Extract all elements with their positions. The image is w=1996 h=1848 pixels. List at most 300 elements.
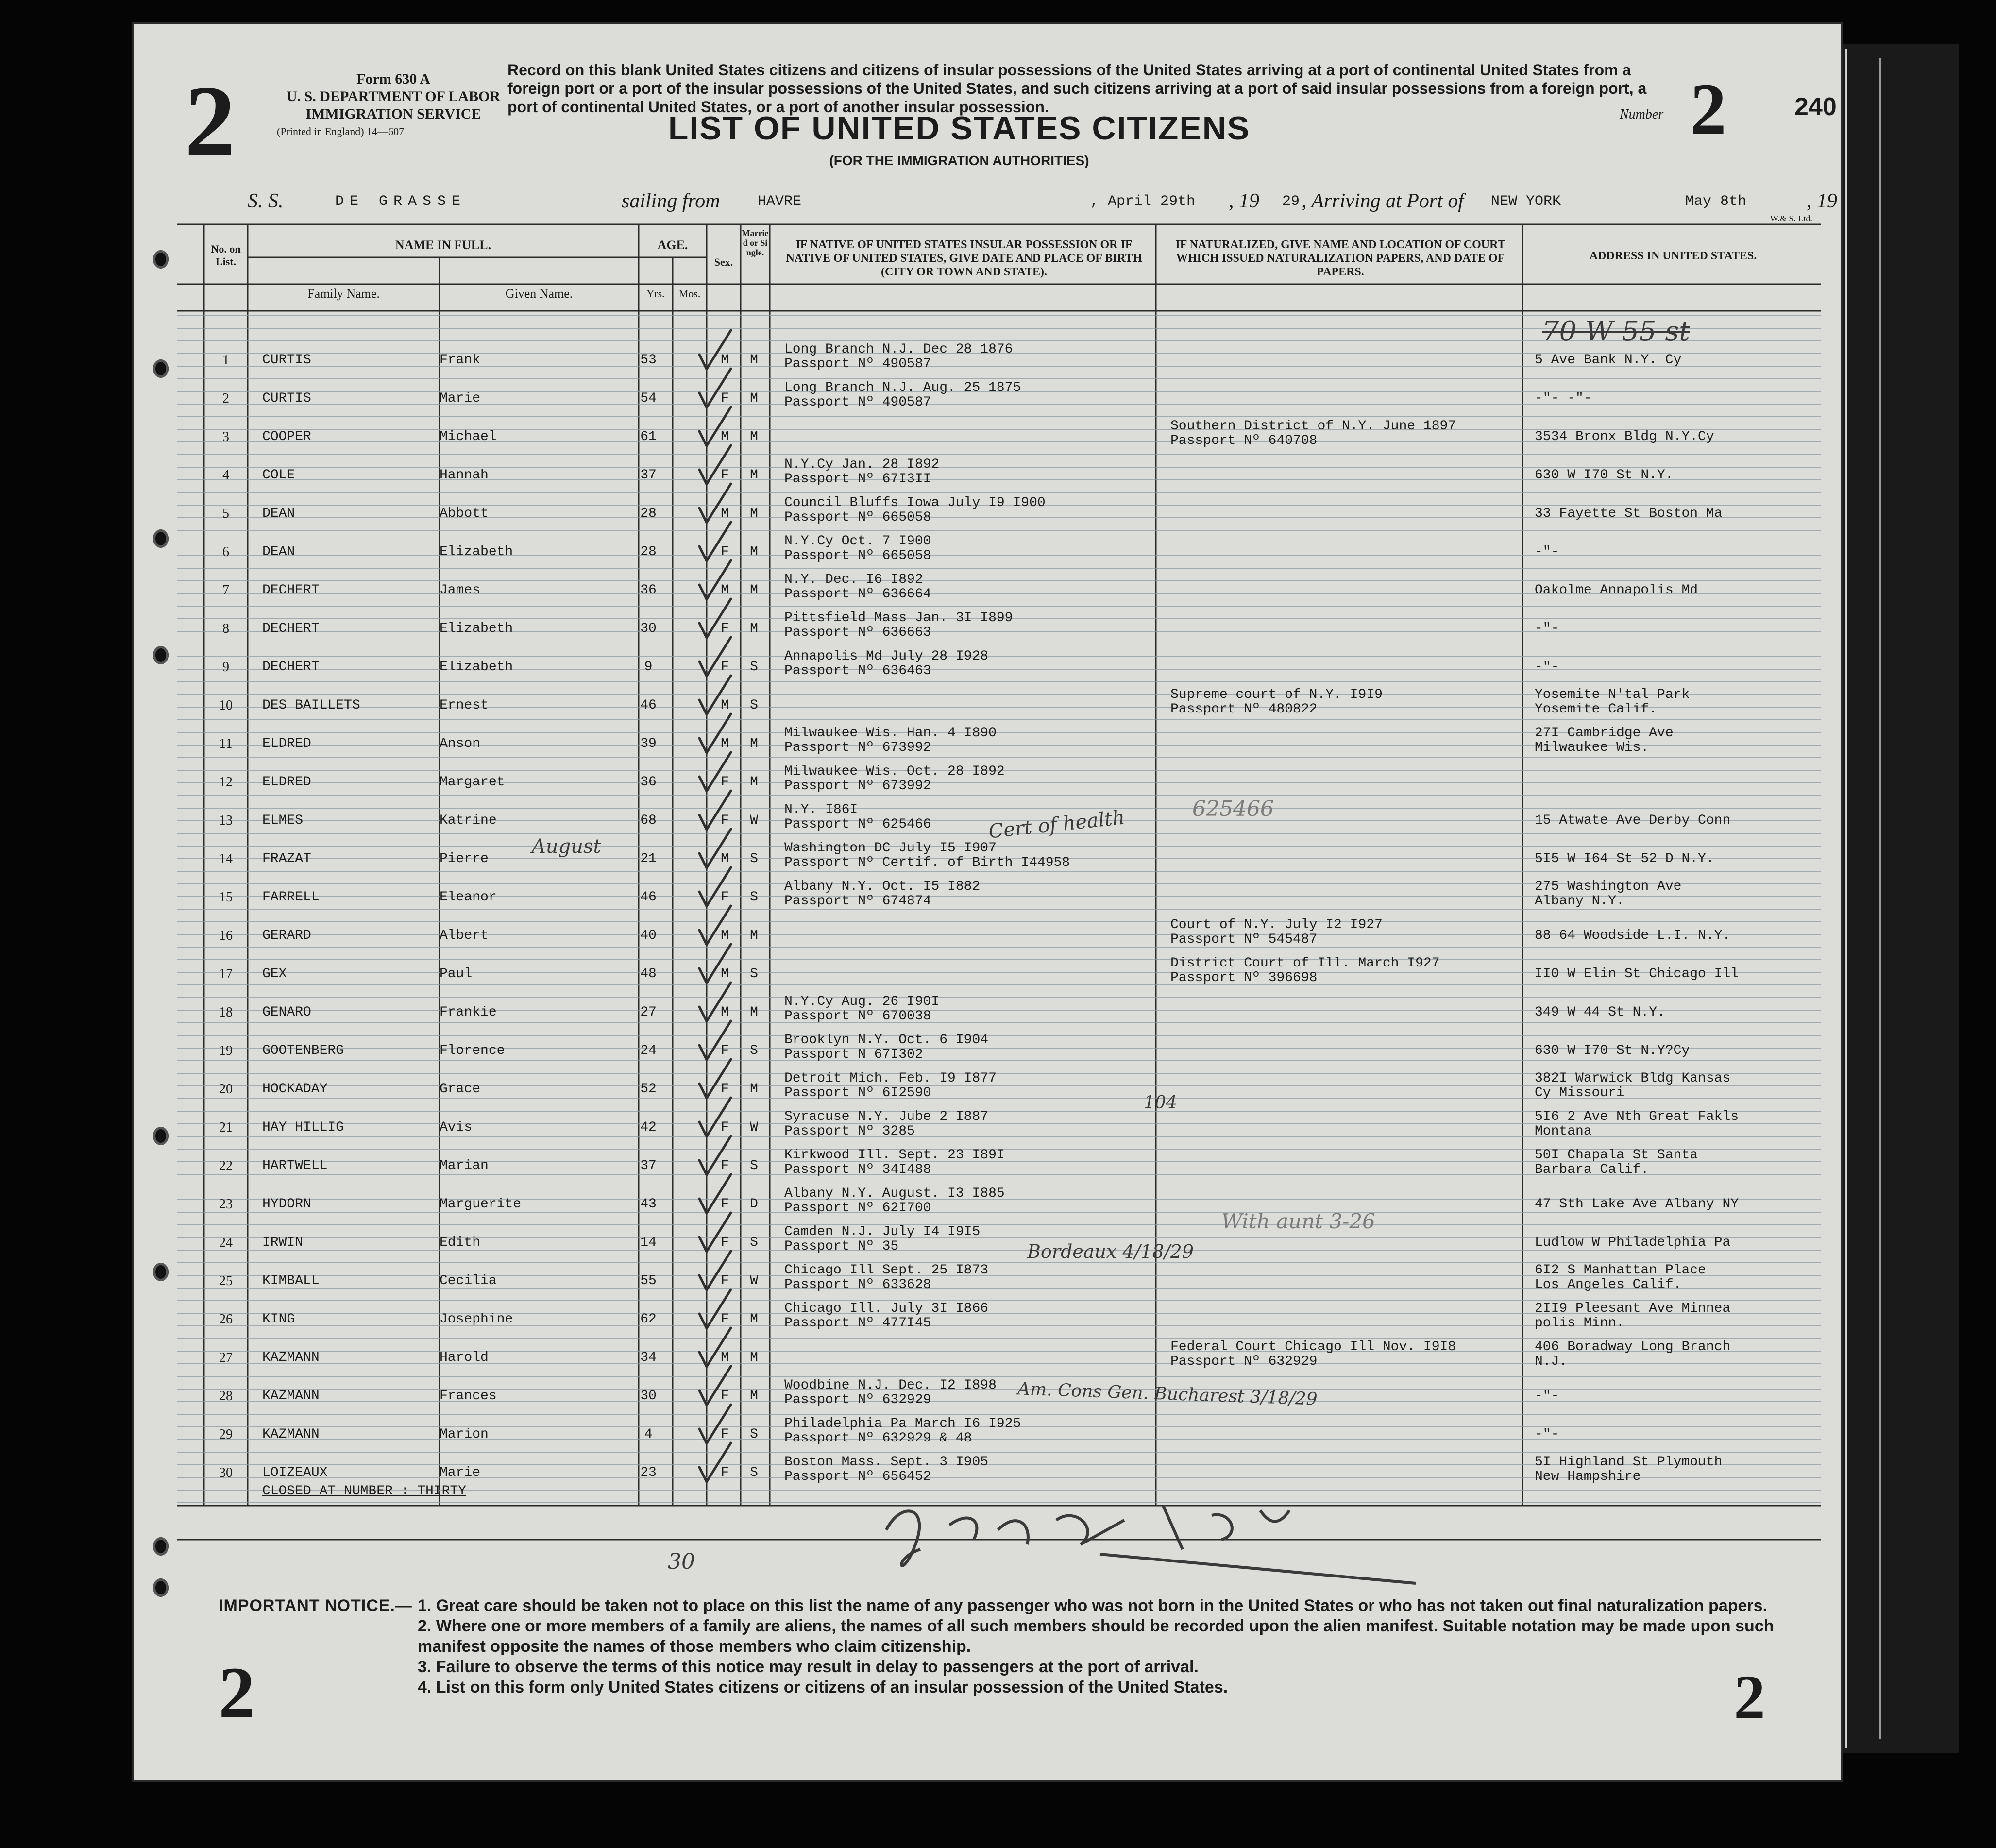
page-edge-line [1879,58,1881,1739]
given-name: Avis [440,1120,473,1135]
port-to: NEW YORK [1491,193,1561,210]
form-number-large: 2 [185,65,236,178]
birth-place-line2: Passport N 67I302 [784,1047,923,1062]
row-number: 10 [219,698,233,713]
given-name: Marion [440,1427,489,1442]
given-name: Marie [440,1465,481,1480]
birth-place-line1: N.Y. Dec. I6 I892 [784,572,923,587]
ship-name: DE GRASSE [335,193,467,210]
notice-item: 2. Where one or more members of a family are aliens, the names of all such members should be recorded upon the alien manifest. Suitable notation may be made upon such manifest opposite the names of those members who claim citizenship. [418,1617,1774,1656]
age-years: 37 [640,468,657,483]
row-number: 20 [219,1082,233,1097]
address-line1: 630 W I70 St N.Y?Cy [1535,1043,1690,1058]
check-mark [699,637,731,676]
address-line1: 88 64 Woodside L.I. N.Y. [1535,928,1731,943]
address-line1: 5I Highland St Plymouth [1535,1455,1723,1470]
family-name: GENARO [262,1005,311,1020]
punch-hole [153,1578,169,1597]
address-line1: 5I6 2 Ave Nth Great Fakls [1535,1109,1739,1124]
birth-place-line1: Pittsfield Mass Jan. 3I I899 [784,610,1013,626]
form-id: Form 630 A [356,71,430,87]
given-name: Hannah [440,468,489,483]
age-years: 34 [640,1350,657,1365]
naturalization-line2: Passport Nº 640708 [1170,433,1318,448]
col-mos: Mos. [678,288,701,300]
address-line2: Albany N.Y. [1535,894,1624,909]
date-to: May 8th [1685,193,1747,210]
family-name: KAZMANN [262,1350,320,1365]
printed-note: (Printed in England) 14—607 [277,125,405,137]
sex: M [721,966,729,982]
arriving-label: , Arriving at Port of [1302,190,1464,212]
check-mark [699,714,731,753]
family-name: DEAN [262,544,295,559]
family-name: DEAN [262,506,295,521]
address-line2: Milwaukee Wis. [1535,740,1649,755]
given-name: Frankie [440,1005,497,1020]
marital-status: S [750,698,758,713]
age-years: 61 [640,429,657,444]
check-mark [699,1059,731,1098]
check-mark [699,1405,731,1443]
punch-hole [153,1537,169,1556]
sex: F [721,391,729,406]
col-age: AGE. [657,238,688,252]
handwritten-given: August [532,835,601,858]
birth-place-line2: Passport Nº 3285 [784,1124,915,1139]
birth-place-line2: Passport Nº 636664 [784,587,931,602]
year: 29 [1282,193,1300,210]
naturalization-line2: Passport Nº 480822 [1170,702,1318,717]
birth-place-line1: Detroit Mich. Feb. I9 I877 [784,1071,997,1086]
birth-place-line1: N.Y. I86I [784,802,858,817]
birth-place-line1: Long Branch N.J. Aug. 25 1875 [784,380,1021,395]
col-family-name: Family Name. [307,287,380,301]
given-name: Paul [440,966,473,982]
marital-status: S [750,1465,758,1480]
sex: F [721,1158,729,1173]
check-mark [699,829,731,868]
address-line2: Barbara Calif. [1535,1162,1649,1177]
birth-place-line1: Chicago Ill Sept. 25 I873 [784,1263,989,1278]
family-name: DES BAILLETS [262,698,360,713]
date-from: , April 29th [1090,193,1196,210]
birth-place-line2: Passport Nº 633628 [784,1277,931,1292]
handwritten-total: 30 [668,1549,695,1574]
sex: M [721,429,729,444]
row-number: 4 [222,468,229,483]
table-row [134,1143,1841,1181]
check-mark [699,791,731,830]
row-number: 12 [219,775,233,790]
check-mark [699,1136,731,1175]
punch-hole [153,250,169,269]
family-name: COOPER [262,429,311,444]
table-row [134,721,1841,759]
marital-status: S [750,890,758,905]
marital-status: W [750,1273,758,1289]
marital-status: M [750,736,758,751]
birth-place-line2: Passport Nº 670038 [784,1009,931,1024]
given-name: James [440,583,481,598]
sex: F [721,621,729,636]
row-number: 9 [222,660,229,675]
age-years: 14 [640,1235,657,1250]
address-line2: Cy Missouri [1535,1085,1624,1101]
address-line1: 6I2 S Manhattan Place [1535,1263,1706,1278]
address-line1: 33 Fayette St Boston Ma [1535,506,1723,521]
check-mark [699,1289,731,1328]
address-line1: 630 W I70 St N.Y. [1535,468,1674,483]
naturalization-line1: Southern District of N.Y. June 1897 [1170,419,1456,434]
check-mark [699,445,731,484]
table-row [134,568,1841,606]
row-number: 13 [219,813,233,828]
address-line2: Yosemite Calif. [1535,702,1658,717]
handwritten-note: Bordeaux 4/18/29 [1027,1241,1194,1262]
sex: F [721,1235,729,1250]
check-mark [699,676,731,714]
family-name: HYDORN [262,1197,311,1212]
page-subtitle: (FOR THE IMMIGRATION AUTHORITIES) [829,153,1089,168]
department: U. S. DEPARTMENT OF LABOR [286,88,501,104]
sex: M [721,1350,729,1365]
marital-status: M [750,429,758,444]
table-row [134,1105,1841,1143]
age-years: 43 [640,1197,657,1212]
address-line2: Montana [1535,1124,1592,1139]
col-married: Married or Single. [742,228,769,257]
check-mark [699,1174,731,1213]
row-number: 23 [219,1197,233,1212]
age-years: 68 [640,813,657,828]
marital-status: S [750,966,758,982]
given-name: Eleanor [440,890,497,905]
table-row [134,836,1841,874]
address-line1: Ludlow W Philadelphia Pa [1535,1235,1731,1250]
row-number: 16 [219,928,233,943]
given-name: Ernest [440,698,489,713]
check-mark [699,1366,731,1405]
given-name: Pierre [440,851,489,866]
table-row [134,1373,1841,1411]
marital-status: M [750,928,758,943]
address-line2: New Hampshire [1535,1469,1641,1484]
row-number: 14 [219,851,233,866]
address-line1: -"- [1535,660,1559,675]
sex: F [721,775,729,790]
table-row [134,760,1841,797]
check-mark [699,1213,731,1252]
sex: F [721,1120,729,1135]
birth-place-line1: Chicago Ill. July 3I I866 [784,1301,989,1316]
table-row [134,951,1841,989]
check-mark [699,1328,731,1367]
naturalization-line1: Federal Court Chicago Ill Nov. I9I8 [1170,1339,1456,1355]
page-title: LIST OF UNITED STATES CITIZENS [668,110,1251,147]
handwritten-address: 70 W 55 st [1542,316,1690,347]
family-name: FARRELL [262,890,320,905]
age-years: 28 [640,544,657,559]
birth-place-line1: Woodbine N.J. Dec. I2 I898 [784,1378,997,1393]
naturalization-line2: Passport Nº 632929 [1170,1354,1318,1369]
table-row [134,913,1841,951]
notice-item: 1. Great care should be taken not to place on this list the name of any passenger who was not born in the United States or who has not taken out final naturalization papers. [418,1596,1768,1615]
birth-place-line1: Milwaukee Wis. Han. 4 I890 [784,726,997,741]
table-row [134,1028,1841,1066]
age-years: 9 [644,660,653,675]
birth-place-line1: Syracuse N.Y. Jube 2 I887 [784,1109,989,1124]
row-number: 26 [219,1312,233,1327]
notice-items [418,1595,1826,1697]
birth-place-line1: Annapolis Md July 28 I928 [784,649,989,664]
col-sex: Sex. [714,256,733,268]
naturalization-line1: Court of N.Y. July I2 I927 [1170,917,1383,932]
port-from: HAVRE [758,193,802,210]
birth-place-line1: N.Y.Cy Aug. 26 I90I [784,994,940,1009]
number-label: Number [1620,107,1664,122]
given-name: Elizabeth [440,660,513,675]
birth-place-line2: Passport Nº 636663 [784,625,931,640]
birth-place-line1: Brooklyn N.Y. Oct. 6 I904 [784,1033,989,1048]
family-name: KING [262,1312,295,1327]
address-line2: polis Minn. [1535,1316,1624,1331]
address-line1: 5I5 W I64 St 52 D N.Y. [1535,851,1714,866]
age-years: 21 [640,851,657,866]
naturalization-line2: Passport Nº 545487 [1170,932,1318,947]
table-row [134,990,1841,1028]
row-number: 11 [219,736,233,751]
sex: F [721,1465,729,1480]
sex: F [721,544,729,559]
age-years: 39 [640,736,657,751]
row-number: 24 [219,1235,233,1250]
birth-place-line2: Passport Nº 665058 [784,548,931,563]
address-line1: -"- -"- [1535,391,1592,406]
family-name: GEX [262,966,287,982]
birth-place-line1: Milwaukee Wis. Oct. 28 I892 [784,764,1005,779]
age-years: 23 [640,1465,657,1480]
col-given-name: Given Name. [505,287,573,301]
marital-status: M [750,468,758,483]
given-name: Anson [440,736,481,751]
age-years: 4 [644,1427,653,1442]
check-mark [699,752,731,791]
address-line1: Yosemite N'tal Park [1535,687,1690,702]
handwritten-note: With aunt 3-26 [1221,1209,1375,1233]
age-years: 48 [640,966,657,982]
given-name: Katrine [440,813,497,828]
birth-place-line1: Washington DC July I5 I907 [784,841,997,856]
birth-place-line1: N.Y.Cy Oct. 7 I900 [784,534,931,549]
handwritten-number: 625466 [1192,797,1274,821]
check-mark [699,1251,731,1290]
given-name: Marguerite [440,1197,522,1212]
marital-status: D [750,1197,758,1212]
col-yrs: Yrs. [646,288,665,300]
form-info [277,70,510,140]
family-name: ELDRED [262,736,311,751]
given-name: Marie [440,391,481,406]
birth-place-line2: Passport Nº 656452 [784,1469,931,1484]
given-name: Frank [440,353,481,368]
naturalization-line2: Passport Nº 396698 [1170,970,1318,985]
given-name: Grace [440,1082,481,1097]
address-line1: -"- [1535,544,1559,559]
sex: M [721,698,729,713]
sex: F [721,660,729,675]
check-mark [699,599,731,638]
marital-status: M [750,544,758,559]
birth-place-line1: Long Branch N.J. Dec 28 1876 [784,342,1013,357]
given-name: Edith [440,1235,481,1250]
table-row [134,414,1841,452]
sex: F [721,813,729,828]
sex: F [721,1427,729,1442]
table-row [134,1297,1841,1335]
age-years: 62 [640,1312,657,1327]
naturalization-line1: Supreme court of N.Y. I9I9 [1170,687,1383,702]
birth-place-line1: Albany N.Y. August. I3 I885 [784,1186,1005,1201]
check-mark [699,369,731,407]
form-number-bottom-right: 2 [1734,1662,1765,1732]
table-row [134,1412,1841,1450]
age-years: 27 [640,1005,657,1020]
row-number: 5 [222,506,229,521]
address-line2: N.J. [1535,1354,1568,1369]
family-name: KAZMANN [262,1389,320,1404]
family-name: KAZMANN [262,1427,320,1442]
year-prefix: , 19 [1229,190,1259,212]
col-name-in-full: NAME IN FULL. [395,238,491,252]
birth-place-line2: Passport Nº 490587 [784,395,931,410]
address-line1: 5 Ave Bank N.Y. Cy [1535,353,1682,368]
birth-place-line2: Passport Nº 625466 [784,817,931,832]
age-years: 55 [640,1273,657,1289]
list-number: 2 [1690,69,1726,150]
birth-place-line2: Passport Nº 665058 [784,510,931,525]
col-naturalized: IF NATURALIZED, GIVE NAME AND LOCATION OF COURT WHICH ISSUED NATURALIZATION PAPERS, AND DATE OF PAPERS. [1175,238,1505,278]
naturalization-line1: District Court of Ill. March I927 [1170,956,1440,971]
marital-status: S [750,1235,758,1250]
table-row [134,491,1841,529]
address-line1: 27I Cambridge Ave [1535,726,1674,741]
family-name: HAY HILLIG [262,1120,344,1135]
marital-status: M [750,1312,758,1327]
sailing-from-label: sailing from [622,190,720,212]
check-mark [699,330,731,369]
sex: F [721,1312,729,1327]
given-name: Frances [440,1389,497,1404]
birth-place-line2: Passport Nº 674874 [784,894,931,909]
family-name: DECHERT [262,583,320,598]
address-line1: 275 Washington Ave [1535,879,1682,894]
notice-lead: IMPORTANT NOTICE.— [219,1596,412,1615]
check-mark [699,983,731,1021]
birth-place-line2: Passport Nº 34I488 [784,1162,931,1177]
row-number: 15 [219,890,233,905]
handwritten-note: Am. Cons Gen. Bucharest 3/18/29 [1017,1379,1318,1409]
marital-status: M [750,1350,758,1365]
sex: F [721,1197,729,1212]
sex: F [721,1082,729,1097]
table-row [134,683,1841,721]
check-mark [699,944,731,983]
row-number: 21 [219,1120,233,1135]
sex: M [721,506,729,521]
sex: F [721,1043,729,1058]
row-number: 3 [222,429,229,444]
address-line1: -"- [1535,621,1559,636]
given-name: Abbott [440,506,489,521]
age-years: 53 [640,353,657,368]
family-name: KIMBALL [262,1273,320,1289]
marital-status: M [750,1082,758,1097]
address-line1: 349 W 44 St N.Y. [1535,1005,1665,1020]
address-line1: -"- [1535,1389,1559,1404]
check-marks [619,311,779,1506]
manifest-sheet [134,24,1868,1780]
given-name: Albert [440,928,489,943]
sex: F [721,468,729,483]
record-instructions: Record on this blank United States citizens and citizens of insular possessions of the United States arriving at a port of continental United States from a foreign port or a port of the insular possessions of the United States, and such citizens arriving at a port of said insular possessions from a foreign port, a port of continental United States, or a port of another insular possession. [507,61,1647,116]
age-years: 36 [640,583,657,598]
address-line2: Los Angeles Calif. [1535,1277,1682,1292]
sailing-line [248,189,1868,219]
col-no: No. on List. [211,243,241,268]
row-number: 27 [219,1350,233,1365]
age-years: 52 [640,1082,657,1097]
age-years: 37 [640,1158,657,1173]
sex: M [721,353,729,368]
table-row [134,1258,1841,1296]
check-mark [699,1443,731,1482]
row-number: 28 [219,1389,233,1404]
given-name: Cecilia [440,1273,497,1289]
sex: F [721,890,729,905]
table-row [134,798,1841,836]
age-years: 36 [640,775,657,790]
marital-status: S [750,660,758,675]
sex: M [721,851,729,866]
sex: M [721,736,729,751]
marital-status: M [750,391,758,406]
form-number-bottom-left: 2 [219,1652,255,1733]
age-years: 46 [640,890,657,905]
table-row [134,1335,1841,1373]
family-name: DECHERT [262,660,320,675]
family-name: CURTIS [262,353,311,368]
ss-label: S. S. [248,190,284,212]
age-years: 30 [640,1389,657,1404]
family-name: HOCKADAY [262,1082,328,1097]
table-row [134,1067,1841,1104]
family-name: GERARD [262,928,311,943]
given-name: Elizabeth [440,544,513,559]
address-line1: 2II9 Pleesant Ave Minnea [1535,1301,1731,1316]
given-name: Michael [440,429,497,444]
table-row [134,1220,1841,1258]
birth-place-line2: Passport Nº 636463 [784,663,931,678]
table-row [134,376,1841,414]
birth-place-line2: Passport Nº 673992 [784,779,931,794]
marital-status: S [750,1158,758,1173]
underlying-page-edge [1841,44,1959,1753]
marital-status: M [750,583,758,598]
table-row [134,1450,1841,1488]
service: IMMIGRATION SERVICE [305,106,481,122]
marital-status: S [750,1043,758,1058]
